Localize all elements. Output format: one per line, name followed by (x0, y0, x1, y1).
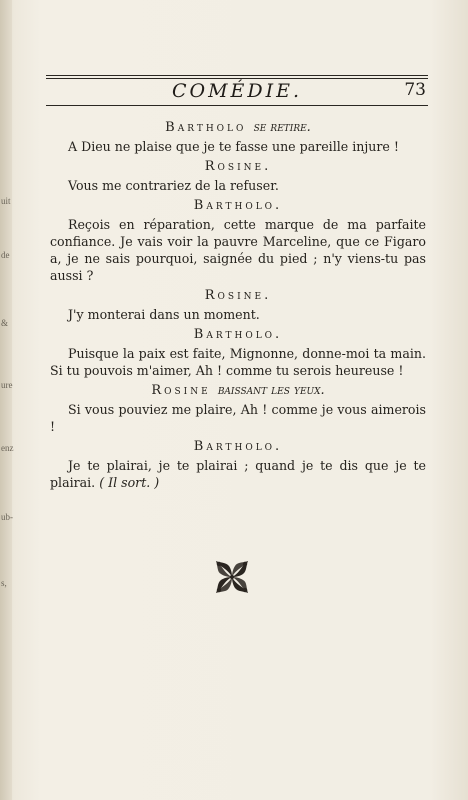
speaker-name (50, 288, 426, 303)
speaker-label: Bartholo (165, 120, 247, 135)
dialogue-line: Si vous pouviez me plaire, Ah ! comme je vous aimerois ! (50, 402, 426, 434)
margin-fragment: ure (1, 380, 13, 390)
dialogue-line: J'y monterai dans un moment. (68, 307, 260, 322)
dialogue-line: Reçois en réparation, cette marque de ma parfaite confiance. Je vais voir la pauvre Marceline, que ce Figaro a, je ne sais pourquoi, saignée du pied ; n'y viens-tu pas aussi ? (50, 217, 426, 283)
running-title: COMÉDIE. (171, 80, 303, 102)
speaker-label: Bartholo. (193, 327, 283, 342)
page-number: 73 (404, 80, 426, 100)
margin-fragment: de (1, 250, 10, 260)
dialogue-line: Vous me contrariez de la refuser. (68, 178, 279, 193)
page-gutter (0, 0, 12, 800)
margin-fragment: s, (1, 578, 7, 588)
running-header (46, 78, 428, 106)
dialogue-line (50, 457, 426, 491)
speaker-label: Bartholo. (193, 439, 283, 454)
margin-fragment: enz (1, 443, 14, 453)
dialogue-line: Puisque la paix est faite, Mignonne, donne-moi ta main. Si tu pouvois m'aimer, Ah ! comme tu serois heureuse ! (50, 346, 426, 378)
dialogue-line: A Dieu ne plaise que je te fasse une pareille injure ! (68, 139, 399, 154)
fleuron-ornament-icon (210, 555, 254, 599)
speaker-label: Rosine (151, 383, 211, 398)
speaker-name (50, 383, 426, 398)
speaker-name (50, 327, 426, 342)
margin-fragment: uit (1, 196, 11, 206)
speaker-name (50, 198, 426, 213)
exit-direction: ( Il sort. ) (99, 475, 160, 490)
margin-fragment: ub- (1, 512, 13, 522)
speaker-label: Rosine. (204, 159, 272, 174)
speaker-label: Bartholo. (193, 198, 283, 213)
play-text (50, 118, 426, 495)
speaker-name (50, 439, 426, 454)
stage-direction: se retire. (253, 120, 311, 135)
speaker-name (50, 159, 426, 174)
dialogue-text: Je te plairai, je te plairai ; quand je te dis que je te plairai. (50, 458, 426, 490)
stage-direction: baissant les yeux. (217, 383, 325, 398)
speaker-label: Rosine. (204, 288, 272, 303)
margin-fragment: & (1, 318, 9, 328)
speaker-name (50, 120, 426, 135)
